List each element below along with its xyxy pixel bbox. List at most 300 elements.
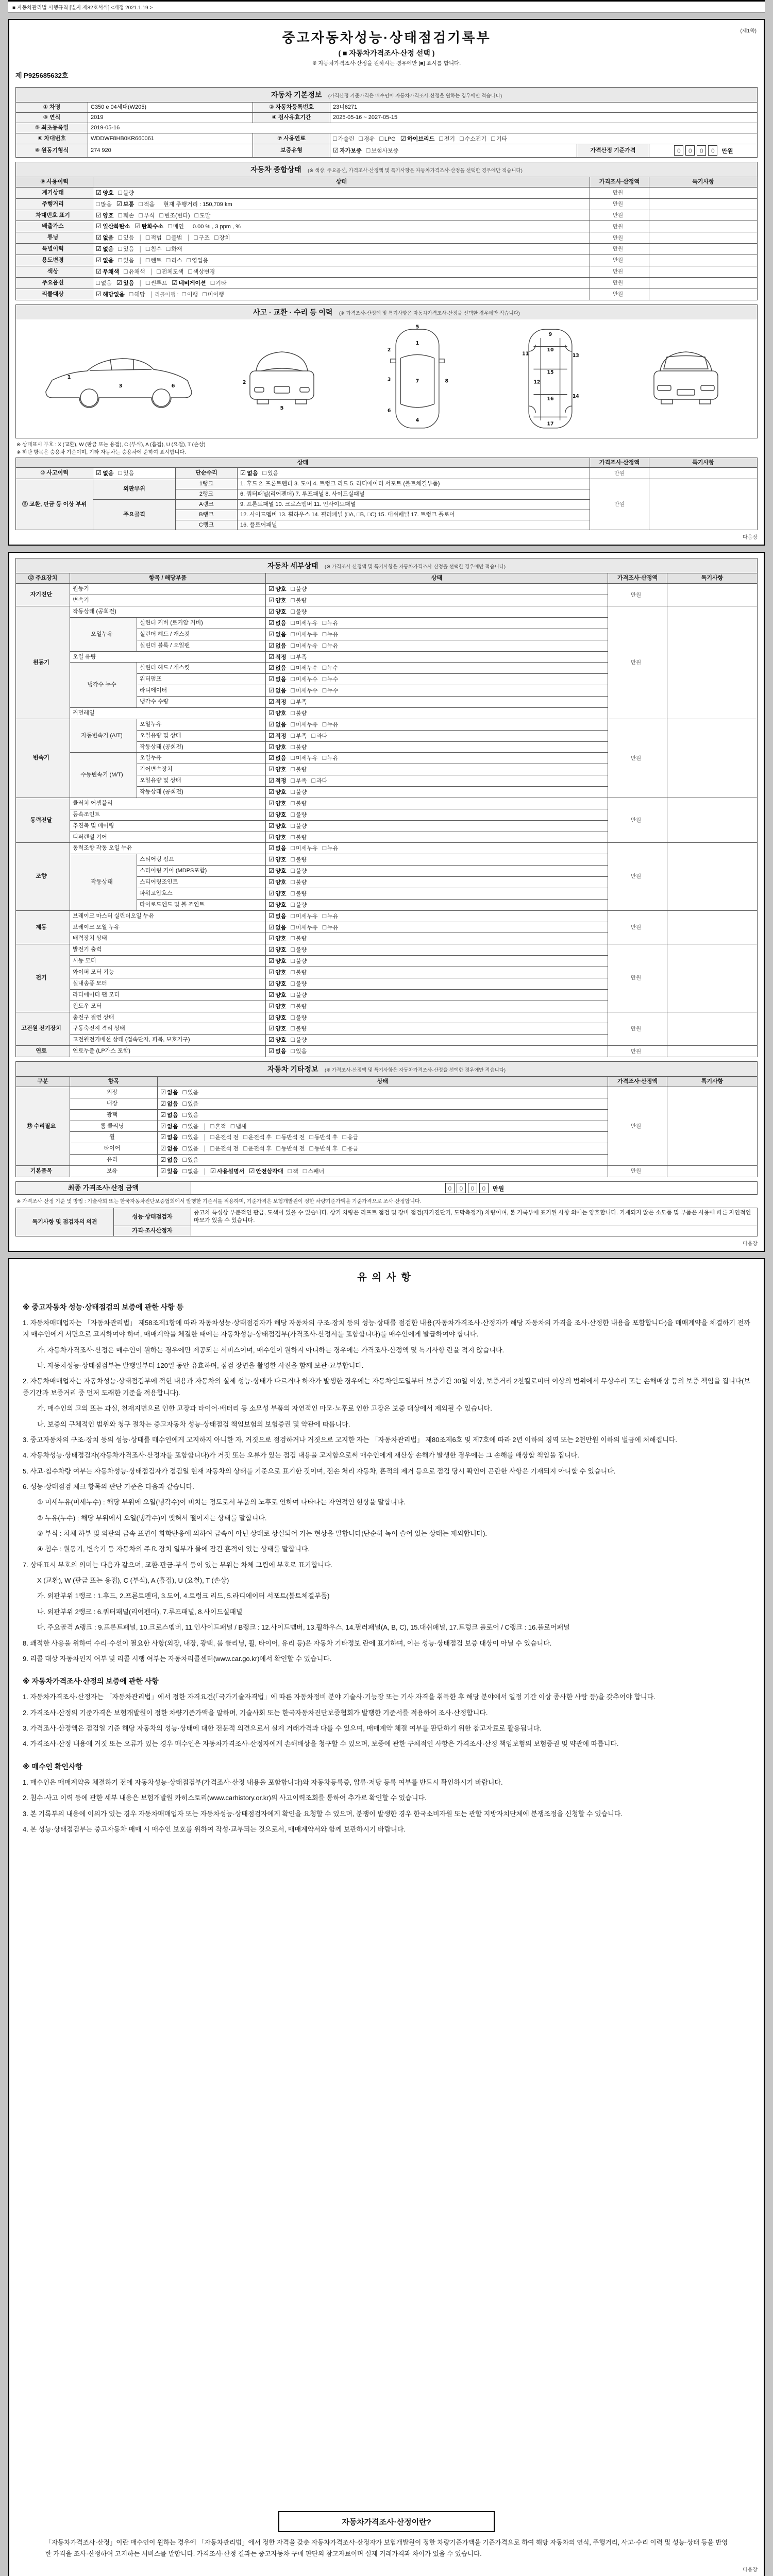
checkbox-unchecked[interactable]: □ 적음 — [139, 200, 155, 208]
checkbox-checked[interactable]: ☑ 없음 — [240, 469, 258, 477]
status-cell — [266, 629, 608, 640]
status-cell — [266, 922, 608, 933]
checkbox-unchecked[interactable]: □ 미이행 — [203, 290, 224, 298]
checkbox-checked[interactable]: ☑ 양호 — [268, 810, 287, 818]
label-cell: 자기진단 — [16, 584, 70, 606]
checkbox-unchecked[interactable]: □ 누유 — [322, 641, 339, 649]
checkbox-unchecked[interactable]: □ 색상변경 — [188, 267, 215, 275]
checkbox-checked[interactable]: ☑ 없음 — [160, 1099, 178, 1107]
checkbox-checked[interactable]: ☑ 없음 — [268, 641, 287, 649]
label-cell: 계기상태 — [16, 187, 93, 198]
sheet-mark: (제1쪽) — [740, 28, 757, 34]
checkbox-unchecked[interactable]: □ 미세누유 — [291, 844, 318, 852]
label-cell: 작동상태 (공회전) — [137, 787, 266, 798]
checkbox-checked[interactable]: ☑ 양호 — [268, 867, 287, 875]
form-reference — [8, 0, 765, 13]
status-cell — [266, 798, 608, 809]
checkbox-unchecked[interactable]: □ 불량 — [291, 822, 307, 829]
notice-paragraph: ① 미세누유(미세누수) : 해당 부위에 오일(냉각수)이 비치는 정도로서 부품의 노후로 인하여 나타나는 자연적인 현상을 말합니다. — [37, 1498, 406, 1506]
option-separator: │ — [149, 268, 154, 275]
label-cell: 윈도우 모터 — [70, 1001, 266, 1012]
price-digit-box: 0 — [685, 145, 695, 156]
checkbox-unchecked[interactable]: □ 불법 — [166, 234, 182, 242]
label-cell: 브레이크 마스터 실린더오일 누유 — [70, 910, 266, 922]
notice-paragraph: 3. 본 기록부의 내용에 이의가 있는 경우 자동차매매업자 또는 자동차성능·상태점검자에게 확인을 요청할 수 있으며, 분쟁이 발생한 경우 한국소비자원 또는 관할 지방자치단체에 분쟁조정을 신청할 수 있습니다. — [23, 1809, 623, 1818]
checkbox-checked[interactable]: ☑ 양호 — [268, 969, 287, 976]
checkbox-checked[interactable]: ☑ 양호 — [268, 946, 287, 954]
checkbox-unchecked[interactable]: □ 불량 — [291, 867, 307, 875]
checkbox-unchecked[interactable]: □ 변조(변타) — [159, 211, 190, 219]
column-header: 특기사항 — [649, 177, 758, 187]
label-cell: 원동기 — [16, 606, 70, 719]
checkbox-unchecked[interactable]: □ 있음 — [182, 1088, 199, 1096]
checkbox-unchecked[interactable]: □ 침수 — [145, 245, 162, 253]
model-year-label: ③ 연식 — [16, 112, 88, 123]
checkbox-unchecked[interactable]: □ 있음 — [118, 469, 135, 477]
title-block — [15, 25, 758, 83]
checkbox-checked[interactable]: ☑ 없음 — [160, 1088, 178, 1096]
checkbox-checked[interactable]: ☑ 없음 — [268, 687, 287, 694]
reg-no-value: 23너6271 — [330, 103, 758, 113]
checkbox-checked[interactable]: ☑ 없음 — [268, 844, 287, 852]
panel-basic-overall — [8, 19, 765, 546]
checkbox-checked[interactable]: ☑ 없음 — [268, 630, 287, 638]
panel-number: 12 — [533, 379, 541, 385]
checkbox-checked[interactable]: ☑ 무채색 — [96, 267, 120, 275]
status-cell — [158, 1098, 608, 1109]
checkbox-checked[interactable]: ☑ 없음 — [160, 1156, 178, 1164]
checkbox-unchecked[interactable]: □ LPG — [379, 134, 396, 142]
status-cell — [266, 674, 608, 685]
checkbox-checked[interactable]: ☑ 양호 — [268, 585, 287, 593]
checkbox-unchecked[interactable]: □ 불량 — [291, 608, 307, 616]
label-cell: 실내송풍 모터 — [70, 978, 266, 989]
checkbox-checked[interactable]: ☑ 양호 — [268, 799, 287, 807]
label-cell: 타이어 — [70, 1143, 158, 1155]
checkbox-checked[interactable]: ☑ 네비게이션 — [172, 279, 206, 286]
checkbox-unchecked[interactable]: □ 누유 — [322, 619, 339, 626]
checkbox-unchecked[interactable]: □ 누유 — [322, 720, 339, 728]
checkbox-unchecked[interactable]: □ 불량 — [291, 810, 307, 818]
checkbox-unchecked[interactable]: □ 미세누수 — [291, 687, 318, 694]
base-price-label: 가격산정 기준가격 — [577, 144, 649, 158]
status-cell — [158, 1155, 608, 1166]
checkbox-unchecked[interactable]: □ 부식 — [139, 211, 155, 219]
notice-paragraph: 나. 보증의 구체적인 범위와 청구 절차는 중고자동차 성능·상태점검 책임보험의 보험증권 및 약관에 따릅니다. — [37, 1420, 350, 1428]
checkbox-unchecked[interactable]: □ 화재 — [166, 245, 182, 253]
checkbox-unchecked[interactable]: □ 가솔린 — [333, 134, 355, 142]
checkbox-checked[interactable]: ☑ 없음 — [160, 1111, 178, 1118]
label-cell: 냉각수 누수 — [70, 663, 137, 708]
checkbox-unchecked[interactable]: □ 불량 — [291, 935, 307, 942]
checkbox-checked[interactable]: ☑ 있음 — [160, 1167, 178, 1175]
status-cell — [266, 707, 608, 719]
simple-repair-label: 단순수리 — [176, 468, 238, 479]
checkbox-checked[interactable]: ☑ 양호 — [268, 608, 287, 616]
checkbox-unchecked[interactable]: □ 해당 — [129, 290, 145, 298]
next-page-mark: 다음장 — [743, 535, 758, 541]
rank-label: A랭크 — [176, 499, 238, 510]
label-cell: 만원 — [608, 1166, 667, 1177]
checkbox-unchecked[interactable]: □ 동반석 후 — [309, 1133, 338, 1141]
checkbox-unchecked[interactable]: □ 불량 — [291, 957, 307, 965]
column-header: 항목 — [70, 1077, 158, 1087]
checkbox-unchecked[interactable]: □ 운전석 전 — [210, 1145, 239, 1153]
panel-number: 10 — [547, 347, 554, 353]
checkbox-unchecked[interactable]: □ 과다 — [311, 777, 328, 785]
label-cell — [667, 910, 758, 944]
status-cell — [158, 1132, 608, 1143]
notice-heading: ※ 중고자동차 성능·상태점검의 보증에 관한 사항 등 — [23, 1302, 184, 1311]
checkbox-unchecked[interactable]: □ 불량 — [291, 1013, 307, 1021]
checkbox-checked[interactable]: ☑ 양호 — [268, 878, 287, 886]
checkbox-unchecked[interactable]: □ 운전석 전 — [210, 1133, 239, 1141]
checkbox-unchecked[interactable]: □ 응급 — [342, 1145, 359, 1153]
price-cell: 만원 — [590, 468, 649, 479]
checkbox-checked[interactable]: ☑ 양호 — [268, 889, 287, 897]
table-row — [16, 843, 758, 854]
table-row — [16, 719, 758, 730]
label-cell — [667, 606, 758, 719]
table-row — [16, 103, 758, 113]
label-cell — [649, 255, 758, 266]
checkbox-unchecked[interactable]: □ 동반석 전 — [276, 1133, 305, 1141]
checkbox-unchecked[interactable]: □ 불량 — [291, 1025, 307, 1032]
option-separator: │ — [203, 1168, 207, 1175]
label-cell: 연료누출 (LP가스 포함) — [70, 1046, 266, 1057]
checkbox-checked[interactable]: ☑ 없음 — [96, 469, 114, 477]
checkbox-checked[interactable]: ☑ 양호 — [268, 1013, 287, 1021]
status-cell — [93, 277, 590, 289]
price-digit-box: 0 — [708, 145, 717, 156]
checkbox-unchecked[interactable]: □ 많음 — [96, 200, 112, 208]
notice-heading: ※ 매수인 확인사항 — [23, 1762, 83, 1771]
checkbox-unchecked[interactable]: □ 전기 — [439, 134, 456, 142]
checkbox-checked[interactable]: ☑ 적정 — [268, 653, 287, 660]
label-cell: 와이퍼 모터 기능 — [70, 967, 266, 978]
status-cell — [266, 843, 608, 854]
checkbox-unchecked[interactable]: □ 있음 — [262, 469, 279, 477]
checkbox-unchecked[interactable]: □ 도말 — [194, 211, 211, 219]
notice-paragraph: 다. 주요골격 A랭크 : 9.프론트패널, 10.크로스멤버, 11.인사이드패널 / B랭크 : 12.사이드멤버, 13.휠하우스, 14.필러패널(A, B, C), 15.대쉬패널, 17.트렁크 플로어 / C랭크 : 16.플로어패널 — [37, 1623, 570, 1632]
panel-number: 7 — [415, 378, 419, 384]
label-cell: 작동상태 (공회전) — [137, 741, 266, 753]
checkbox-checked[interactable]: ☑ 안전삼각대 — [249, 1167, 283, 1175]
column-header: 상태 — [266, 573, 608, 584]
label-cell — [667, 1046, 758, 1057]
checkbox-unchecked[interactable]: □ 리스 — [166, 257, 182, 264]
checkbox-unchecked[interactable]: □ 미세누수 — [291, 664, 318, 672]
legend-line: ※ 하단 항목은 승용차 기준이며, 기타 자동차는 승용차에 준하여 표시합니다. — [16, 449, 186, 455]
checkbox-checked[interactable]: ☑ 없음 — [160, 1145, 178, 1153]
label-cell: 시동 모터 — [70, 956, 266, 967]
checkbox-unchecked[interactable]: □ 스패너 — [303, 1167, 325, 1175]
status-cell — [266, 910, 608, 922]
checkbox-unchecked[interactable]: □ 부족 — [291, 653, 307, 660]
label-cell: 만원 — [590, 221, 649, 232]
status-cell — [266, 775, 608, 787]
checkbox-checked[interactable]: ☑ 없음 — [268, 923, 287, 931]
checkbox-unchecked[interactable]: □ 운전석 후 — [243, 1133, 272, 1141]
checkbox-unchecked[interactable]: □ 운전석 후 — [243, 1145, 272, 1153]
checkbox-checked[interactable]: ☑ 양호 — [96, 211, 114, 219]
label-cell: 실린더 헤드 / 개스킷 — [137, 629, 266, 640]
checkbox-unchecked[interactable]: □ 썬루프 — [145, 279, 167, 286]
label-cell: 동력조향 작동 오일 누유 — [70, 843, 266, 854]
notice-paragraph: 4. 가격조사·산정 내용에 거짓 또는 오류가 있는 경우 매수인은 자동차가격조사·산정자에게 손해배상을 청구할 수 있으며, 보증에 관한 구체적인 사항은 가격조사·산정 책임보험의 보험증권 및 약관에 따릅니다. — [23, 1740, 619, 1748]
checkbox-unchecked[interactable]: □ 불량 — [118, 189, 135, 196]
checkbox-checked[interactable]: ☑ 없음 — [160, 1133, 178, 1141]
checkbox-unchecked[interactable]: □ 불량 — [291, 585, 307, 593]
checkbox-unchecked[interactable]: □ 누유 — [322, 630, 339, 638]
checkbox-checked[interactable]: ☑ 일산화탄소 — [96, 223, 130, 230]
checkbox-unchecked[interactable]: □ 기타 — [491, 134, 507, 142]
checkbox-unchecked[interactable]: □ 불량 — [291, 799, 307, 807]
checkbox-unchecked[interactable]: □ 잭 — [288, 1167, 298, 1175]
notice-body — [15, 1291, 758, 2498]
price-unit: 만원 — [721, 148, 733, 155]
checkbox-checked[interactable]: ☑ 보통 — [116, 200, 135, 208]
checkbox-unchecked[interactable]: □ 미세누유 — [291, 619, 318, 626]
checkbox-unchecked[interactable]: □ 렌트 — [145, 257, 162, 264]
checkbox-unchecked[interactable]: □ 없음 — [96, 279, 112, 286]
label-cell: 오일누유 — [70, 617, 137, 651]
checkbox-unchecked[interactable]: □ 누유 — [322, 844, 339, 852]
checkbox-checked[interactable]: ☑ 없음 — [268, 720, 287, 728]
checkbox-checked[interactable]: ☑ 없음 — [96, 234, 114, 242]
notice-paragraph: 7. 상태표시 부호의 의미는 다음과 같으며, 교환·판금·부식 등이 있는 부위는 차체 그림에 부호로 표기합니다. — [23, 1561, 333, 1569]
checkbox-unchecked[interactable]: □ 유채색 — [124, 267, 145, 275]
checkbox-unchecked[interactable]: □ 누수 — [322, 687, 339, 694]
checkbox-unchecked[interactable]: □ 영업용 — [187, 257, 208, 264]
checkbox-checked[interactable]: ☑ 사용설명서 — [210, 1167, 245, 1175]
checkbox-unchecked[interactable]: □ 없음 — [182, 1167, 199, 1175]
checkbox-unchecked[interactable]: □ 불량 — [291, 788, 307, 796]
label-cell — [649, 244, 758, 255]
checkbox-unchecked[interactable]: □ 장치 — [214, 234, 230, 242]
checkbox-unchecked[interactable]: □ 있음 — [182, 1145, 199, 1153]
notice-paragraph: 나. 자동차성능·상태점검부는 발행일부터 120일 동안 유효하며, 점검 장면을 촬영한 사진을 함께 보관·교부합니다. — [37, 1362, 364, 1370]
table-row — [16, 210, 758, 221]
label-cell: 만원 — [590, 187, 649, 198]
checkbox-checked[interactable]: ☑ 양호 — [268, 856, 287, 863]
checkbox-unchecked[interactable]: □ 매연 — [168, 223, 184, 230]
warranty-label: 보증유형 — [253, 144, 330, 158]
table-row — [16, 112, 758, 123]
checkbox-checked[interactable]: ☑ 양호 — [268, 1025, 287, 1032]
checkbox-checked[interactable]: ☑ 양호 — [268, 788, 287, 796]
table-row — [16, 232, 758, 244]
checkbox-unchecked[interactable]: □ 미세누유 — [291, 630, 318, 638]
checkbox-unchecked[interactable]: □ 경유 — [359, 134, 375, 142]
checkbox-unchecked[interactable]: □ 누유 — [322, 754, 339, 762]
checkbox-checked[interactable]: ☑ 양호 — [96, 189, 114, 196]
status-cell — [266, 1035, 608, 1046]
checkbox-unchecked[interactable]: □ 수소전기 — [460, 134, 487, 142]
checkbox-unchecked[interactable]: □ 응급 — [342, 1133, 359, 1141]
table-row — [16, 584, 758, 595]
checkbox-unchecked[interactable]: □ 불량 — [291, 856, 307, 863]
checkbox-checked[interactable]: ☑ 양호 — [268, 901, 287, 908]
checkbox-unchecked[interactable]: □ 부족 — [291, 698, 307, 706]
checkbox-checked[interactable]: ☑ 해당없음 — [96, 290, 125, 298]
checkbox-unchecked[interactable]: □ 보험사보증 — [366, 147, 399, 155]
checkbox-checked[interactable]: ☑ 없음 — [268, 1047, 287, 1055]
status-cell — [266, 832, 608, 843]
checkbox-unchecked[interactable]: □ 불량 — [291, 979, 307, 987]
checkbox-checked[interactable]: ☑ 양호 — [268, 1036, 287, 1044]
checkbox-checked[interactable]: ☑ 적정 — [268, 698, 287, 706]
checkbox-unchecked[interactable]: □ 불량 — [291, 833, 307, 841]
checkbox-checked[interactable]: ☑ 양호 — [268, 979, 287, 987]
checkbox-unchecked[interactable]: □ 불량 — [291, 1036, 307, 1044]
table-header-row — [16, 1077, 758, 1087]
checkbox-unchecked[interactable]: □ 누유 — [322, 912, 339, 920]
checkbox-unchecked[interactable]: □ 미세누수 — [291, 675, 318, 683]
status-cell — [266, 640, 608, 651]
panel-notice — [8, 1258, 765, 2576]
checkbox-unchecked[interactable]: □ 있음 — [118, 234, 135, 242]
checkbox-checked[interactable]: ☑ 없음 — [96, 257, 114, 264]
status-cell — [266, 899, 608, 910]
checkbox-unchecked[interactable]: □ 동반석 전 — [276, 1145, 305, 1153]
checkbox-checked[interactable]: ☑ 없음 — [268, 664, 287, 672]
checkbox-unchecked[interactable]: □ 기타 — [210, 279, 227, 286]
checkbox-unchecked[interactable]: □ 구조 — [194, 234, 210, 242]
label-cell: 만원 — [608, 1087, 667, 1165]
checkbox-unchecked[interactable]: □ 누수 — [322, 675, 339, 683]
checkbox-checked[interactable]: ☑ 양호 — [268, 991, 287, 998]
checkbox-unchecked[interactable]: □ 미세누유 — [291, 720, 318, 728]
checkbox-unchecked[interactable]: □ 흔적 — [210, 1122, 226, 1130]
simple-repair-options — [238, 468, 590, 479]
checkbox-checked[interactable]: ☑ 양호 — [268, 743, 287, 751]
checkbox-checked[interactable]: ☑ 탄화수소 — [135, 223, 164, 230]
checkbox-unchecked[interactable]: □ 불량 — [291, 991, 307, 998]
engine-type-value: 274 920 — [88, 144, 253, 158]
checkbox-checked[interactable]: ☑ 양호 — [268, 597, 287, 604]
checkbox-checked[interactable]: ☑ 없음 — [268, 912, 287, 920]
checkbox-unchecked[interactable]: □ 불량 — [291, 969, 307, 976]
checkbox-unchecked[interactable]: □ 불량 — [291, 889, 307, 897]
checkbox-checked[interactable]: ☑ 양호 — [268, 957, 287, 965]
checkbox-checked[interactable]: ☑ 양호 — [268, 1002, 287, 1010]
checkbox-checked[interactable]: ☑ 없음 — [268, 754, 287, 762]
checkbox-unchecked[interactable]: □ 이행 — [182, 290, 198, 298]
panel-number: 3 — [387, 377, 391, 383]
checkbox-checked[interactable]: ☑ 없음 — [160, 1122, 178, 1130]
etc-rows — [16, 1087, 758, 1177]
checkbox-unchecked[interactable]: □ 불량 — [291, 1002, 307, 1010]
label-cell: 특별이력 — [16, 244, 93, 255]
checkbox-unchecked[interactable]: □ 있음 — [291, 1047, 307, 1055]
checkbox-checked[interactable]: ☑ 양호 — [268, 766, 287, 773]
checkbox-unchecked[interactable]: □ 누유 — [322, 923, 339, 931]
checkbox-checked[interactable]: ☑ 양호 — [268, 935, 287, 942]
status-cell — [158, 1166, 608, 1177]
checkbox-unchecked[interactable]: □ 있음 — [182, 1156, 199, 1164]
checkbox-unchecked[interactable]: □ 부족 — [291, 777, 307, 785]
checkbox-unchecked[interactable]: □ 미세누유 — [291, 923, 318, 931]
column-header: 가격조사·산정액 — [590, 177, 649, 187]
checkbox-checked[interactable]: ☑ 없음 — [96, 245, 114, 253]
panel-number: 16 — [547, 396, 554, 402]
checkbox-checked[interactable]: ☑ 없음 — [268, 675, 287, 683]
checkbox-unchecked[interactable]: □ 있음 — [118, 257, 135, 264]
table-row — [16, 123, 758, 133]
next-page-mark: 다음장 — [743, 1241, 758, 1247]
status-cell: ☑ 일산화탄소 ☑ 탄화수소 □ 매연 0.00 % , 3 ppm , % — [93, 221, 590, 232]
checkbox-unchecked[interactable]: □ 불량 — [291, 597, 307, 604]
checkbox-checked[interactable]: ☑ 적정 — [268, 777, 287, 785]
table-row — [16, 479, 758, 489]
rank-label: C랭크 — [176, 520, 238, 530]
checkbox-checked[interactable]: ☑ 없음 — [268, 619, 287, 626]
rank-items: 6. 쿼터패널(리어펜더) 7. 루프패널 8. 사이드실패널 — [238, 489, 590, 500]
checkbox-checked[interactable]: ☑ 양호 — [268, 833, 287, 841]
checkbox-unchecked[interactable]: □ 적법 — [145, 234, 162, 242]
label-cell: 만원 — [608, 606, 667, 719]
table-row — [16, 1166, 758, 1177]
status-cell — [266, 663, 608, 674]
checkbox-checked[interactable]: ☑ 적정 — [268, 732, 287, 739]
label-cell: 만원 — [590, 210, 649, 221]
panel-number: 17 — [547, 420, 554, 427]
checkbox-unchecked[interactable]: □ 동반석 후 — [309, 1145, 338, 1153]
checkbox-unchecked[interactable]: □ 있음 — [182, 1122, 199, 1130]
checkbox-unchecked[interactable]: □ 전체도색 — [157, 267, 184, 275]
checkbox-unchecked[interactable]: □ 미세누유 — [291, 641, 318, 649]
checkbox-unchecked[interactable]: □ 냄새 — [230, 1122, 247, 1130]
label-cell: 보유 — [70, 1166, 158, 1177]
table-row — [16, 1087, 758, 1098]
checkbox-unchecked[interactable]: □ 불량 — [291, 878, 307, 886]
checkbox-checked[interactable]: ☑ 양호 — [268, 822, 287, 829]
checkbox-unchecked[interactable]: □ 부족 — [291, 732, 307, 739]
checkbox-unchecked[interactable]: □ 있음 — [182, 1099, 199, 1107]
status-cell — [266, 753, 608, 764]
checkbox-unchecked[interactable]: □ 훼손 — [118, 211, 135, 219]
checkbox-unchecked[interactable]: □ 불량 — [291, 946, 307, 954]
checkbox-unchecked[interactable]: □ 불량 — [291, 766, 307, 773]
checkbox-unchecked[interactable]: □ 과다 — [311, 732, 328, 739]
label-cell — [649, 187, 758, 198]
checkbox-unchecked[interactable]: □ 있음 — [118, 245, 135, 253]
checkbox-unchecked[interactable]: □ 누수 — [322, 664, 339, 672]
legend-line: ※ 상태표시 부호 : X (교환), W (판금 또는 용접), C (부식), A (흠집), U (요철), T (손상) — [16, 442, 206, 448]
rank-items: 9. 프론트패널 10. 크로스멤버 11. 인사이드패널 — [238, 499, 590, 510]
table-row — [16, 187, 758, 198]
checkbox-checked[interactable]: ☑ 하이브리드 — [400, 134, 435, 142]
etc-info-table — [15, 1076, 758, 1177]
checkbox-unchecked[interactable]: □ 불량 — [291, 743, 307, 751]
label-cell — [649, 232, 758, 244]
checkbox-unchecked[interactable]: □ 있음 — [182, 1111, 199, 1118]
checkbox-unchecked[interactable]: □ 불량 — [291, 901, 307, 908]
label-cell: 추진축 및 베어링 — [70, 820, 266, 832]
inspector-label: 성능·상태점검자 — [114, 1208, 191, 1226]
checkbox-checked[interactable]: ☑ 자가보증 — [333, 147, 362, 155]
checkbox-checked[interactable]: ☑ 양호 — [268, 709, 287, 717]
label-cell: 휠 — [70, 1132, 158, 1143]
checkbox-unchecked[interactable]: □ 있음 — [182, 1133, 199, 1141]
checkbox-unchecked[interactable]: □ 불량 — [291, 709, 307, 717]
car-diagram-bottom — [504, 324, 597, 434]
checkbox-checked[interactable]: ☑ 있음 — [116, 279, 135, 286]
checkbox-unchecked[interactable]: □ 미세누유 — [291, 754, 318, 762]
table-row — [16, 277, 758, 289]
checkbox-unchecked[interactable]: □ 미세누유 — [291, 912, 318, 920]
